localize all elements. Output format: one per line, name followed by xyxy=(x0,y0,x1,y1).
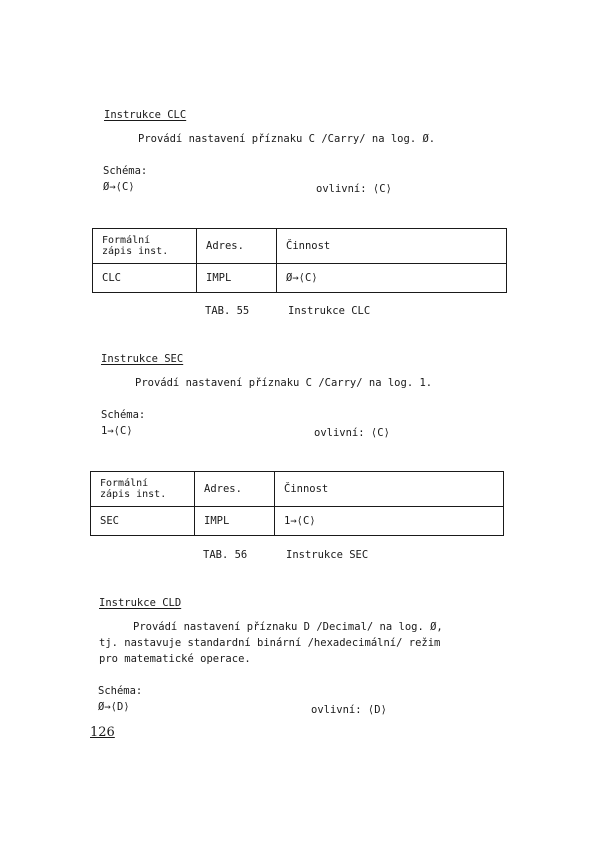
clc-col-formal: Formální zápis inst. xyxy=(93,229,197,264)
cld-schema: Ø→⟨D⟩ xyxy=(98,701,130,713)
clc-caption-title: Instrukce CLC xyxy=(288,305,371,317)
clc-cell-addressing: IMPL xyxy=(197,264,277,293)
clc-description: Provádí nastavení příznaku C /Carry/ na log. Ø. xyxy=(138,133,436,145)
clc-table-header xyxy=(93,229,507,264)
sec-caption-number: TAB. 56 xyxy=(203,549,248,561)
clc-schema-label: Schéma: xyxy=(103,165,148,177)
sec-schema: 1→⟨C⟩ xyxy=(101,425,133,437)
clc-heading: Instrukce CLC xyxy=(104,109,187,121)
clc-table xyxy=(92,228,507,293)
sec-schema-label: Schéma: xyxy=(101,409,146,421)
clc-col-adres: Adres. xyxy=(197,229,277,264)
cld-description-line-2: tj. nastavuje standardní binární /hexadecimální/ režim xyxy=(99,637,441,649)
page-number: 126 xyxy=(90,725,115,740)
cld-description-line-3: pro matematické operace. xyxy=(99,653,251,665)
clc-cell-instruction: CLC xyxy=(93,264,197,293)
sec-table-header xyxy=(91,472,504,507)
clc-caption-number: TAB. 55 xyxy=(205,305,250,317)
clc-cell-operation: Ø→⟨C⟩ xyxy=(277,264,507,293)
table-row xyxy=(93,264,507,293)
cld-schema-label: Schéma: xyxy=(98,685,143,697)
sec-col-cinnost: Činnost xyxy=(275,472,504,507)
clc-schema: Ø→⟨C⟩ xyxy=(103,181,135,193)
table-row xyxy=(91,507,504,536)
sec-caption-title: Instrukce SEC xyxy=(286,549,369,561)
sec-cell-addressing: IMPL xyxy=(195,507,275,536)
clc-col-cinnost: Činnost xyxy=(277,229,507,264)
sec-cell-instruction: SEC xyxy=(91,507,195,536)
clc-affects: ovlivní: ⟨C⟩ xyxy=(316,183,392,195)
sec-table xyxy=(90,471,504,536)
sec-heading: Instrukce SEC xyxy=(101,353,184,365)
sec-description: Provádí nastavení příznaku C /Carry/ na log. 1. xyxy=(135,377,433,389)
sec-cell-operation: 1→⟨C⟩ xyxy=(275,507,504,536)
sec-col-formal: Formální zápis inst. xyxy=(91,472,195,507)
cld-description-line-1: Provádí nastavení příznaku D /Decimal/ na log. Ø, xyxy=(133,621,443,633)
cld-affects: ovlivní: ⟨D⟩ xyxy=(311,704,387,716)
sec-affects: ovlivní: ⟨C⟩ xyxy=(314,427,390,439)
sec-col-adres: Adres. xyxy=(195,472,275,507)
cld-heading: Instrukce CLD xyxy=(99,597,182,609)
